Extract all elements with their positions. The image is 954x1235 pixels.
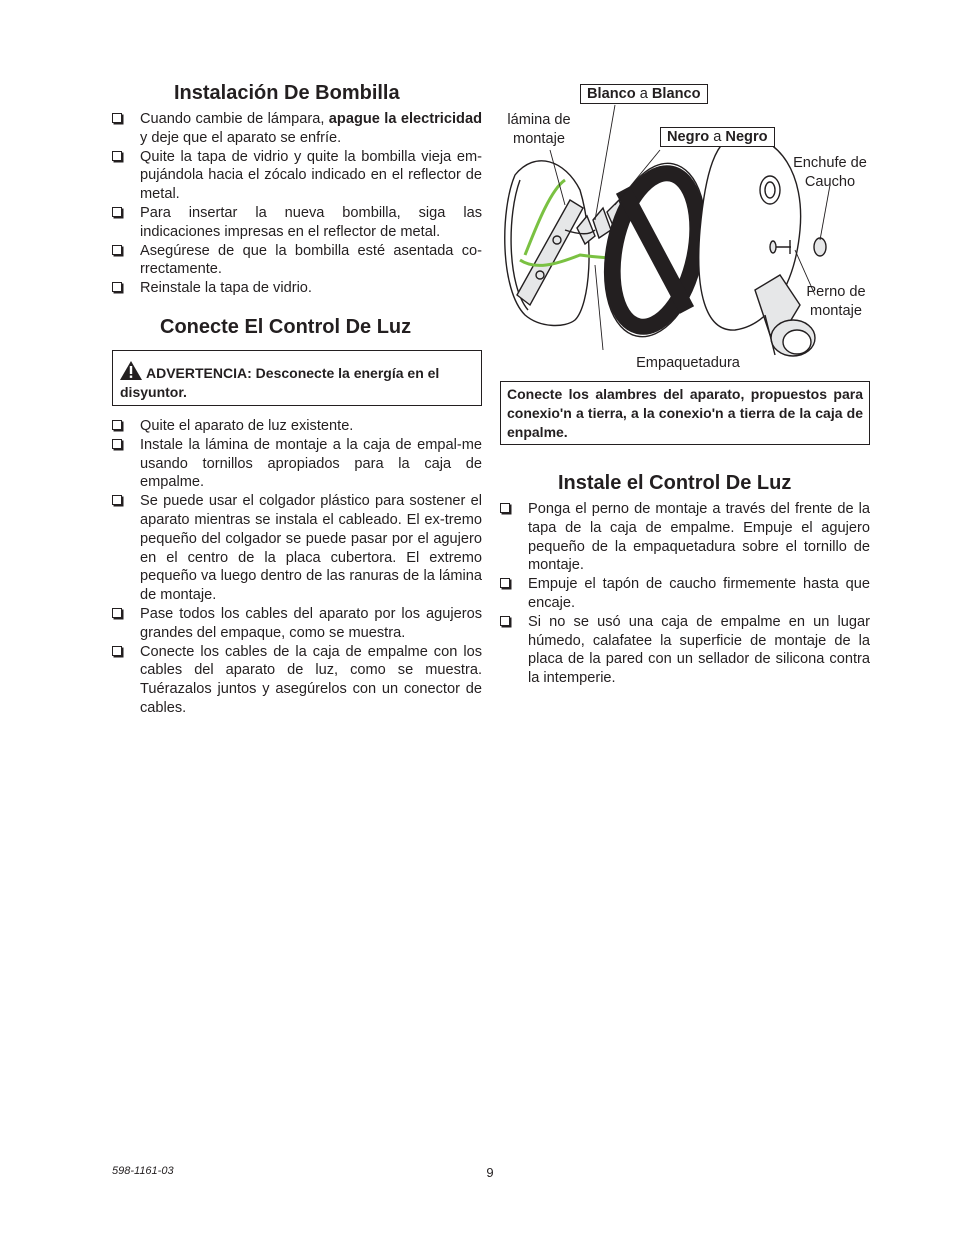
list-item: Asegúrese de que la bombilla esté asentada co-rrectamente. (112, 242, 482, 280)
checkbox-bullet-icon (500, 578, 510, 588)
section-title-instale-control: Instale el Control De Luz (558, 472, 792, 494)
list-item: Empuje el tapón de caucho firmemente hasta que encaje. (500, 575, 870, 613)
checkbox-bullet-icon (112, 420, 122, 430)
checkbox-bullet-icon (112, 113, 122, 123)
list-item: Cuando cambie de lámpara, apague la electricidad y deje que el aparato se enfríe. (112, 110, 482, 148)
list-item: Se puede usar el colgador plástico para sostener el aparato mientras se instala el cableado. El ex-tremo pequeño del colgador se puede pasar por el agujero en el centro de la placa cubertora. El extremo pequeño va luego dentro de las ranuras de la lámina de montaje. (112, 492, 482, 605)
list-item: Reinstale la tapa de vidrio. (112, 279, 482, 298)
section-title-instalacion-bombilla: Instalación De Bombilla (174, 82, 400, 104)
checkbox-bullet-icon (112, 282, 122, 292)
page-number: 9 (486, 1165, 494, 1180)
conecte-list (112, 417, 482, 718)
warning-triangle-icon (120, 361, 142, 380)
list-item: Ponga el perno de montaje a través del frente de la tapa de la caja de empalme. Empuje el agujero pequeño de la empaquetadura sobre el tornillo de montaje. (500, 500, 870, 575)
checkbox-bullet-icon (112, 439, 122, 449)
checkbox-bullet-icon (112, 495, 122, 505)
checkbox-bullet-icon (500, 616, 510, 626)
checkbox-bullet-icon (112, 151, 122, 161)
label-negro-a-negro: Negro a Negro (660, 127, 775, 147)
rubber-plug (814, 238, 826, 256)
checkbox-bullet-icon (112, 646, 122, 656)
diagram-note-box: Conecte los alambres del aparato, propuestos para conexio'n a tierra, a la conexio'n a tierra de la caja de enpalme. (500, 381, 870, 445)
section-title-conecte-control: Conecte El Control De Luz (160, 316, 412, 338)
label-perno-montaje: Perno de montaje (806, 284, 866, 319)
checkbox-bullet-icon (500, 503, 510, 513)
list-item: Quite el aparato de luz existente. (112, 417, 482, 436)
list-item: Para insertar la nueva bombilla, siga las indicaciones impresas en el reflector de metal. (112, 204, 482, 242)
list-item: Si no se usó una caja de empalme en un lugar húmedo, calafatee la superficie de montaje de la placa de la pared con un sellador de silicona contra la intemperie. (500, 613, 870, 688)
list-item: Pase todos los cables del aparato por los agujeros grandes del empaque, como se muestra. (112, 605, 482, 643)
label-lamina-montaje: lámina de montaje (507, 112, 571, 147)
document-number: 598-1161-03 (112, 1165, 174, 1177)
instale-list (500, 500, 870, 688)
checkbox-bullet-icon (112, 207, 122, 217)
list-item: Quite la tapa de vidrio y quite la bombilla vieja em-pujándola hacia el zócalo indicado en el reflector de metal. (112, 148, 482, 204)
label-blanco-a-blanco: Blanco a Blanco (580, 84, 708, 104)
warning-box: ADVERTENCIA: Desconecte la energía en el disyuntor. (112, 350, 482, 406)
list-item: Conecte los cables de la caja de empalme con los cables del aparato de luz, como se muestra. Tuérazalos juntos y asegúrelos con un conector de cables. (112, 643, 482, 718)
list-item: Instale la lámina de montaje a la caja de empal-me usando tornillos apropiados para la caja de empalme. (112, 436, 482, 492)
label-enchufe-caucho: Enchufe de Caucho (793, 155, 867, 190)
mounting-bolt (770, 241, 776, 253)
bombilla-list (112, 110, 482, 298)
checkbox-bullet-icon (112, 245, 122, 255)
label-empaquetadura: Empaquetadura (636, 355, 740, 371)
checkbox-bullet-icon (112, 608, 122, 618)
